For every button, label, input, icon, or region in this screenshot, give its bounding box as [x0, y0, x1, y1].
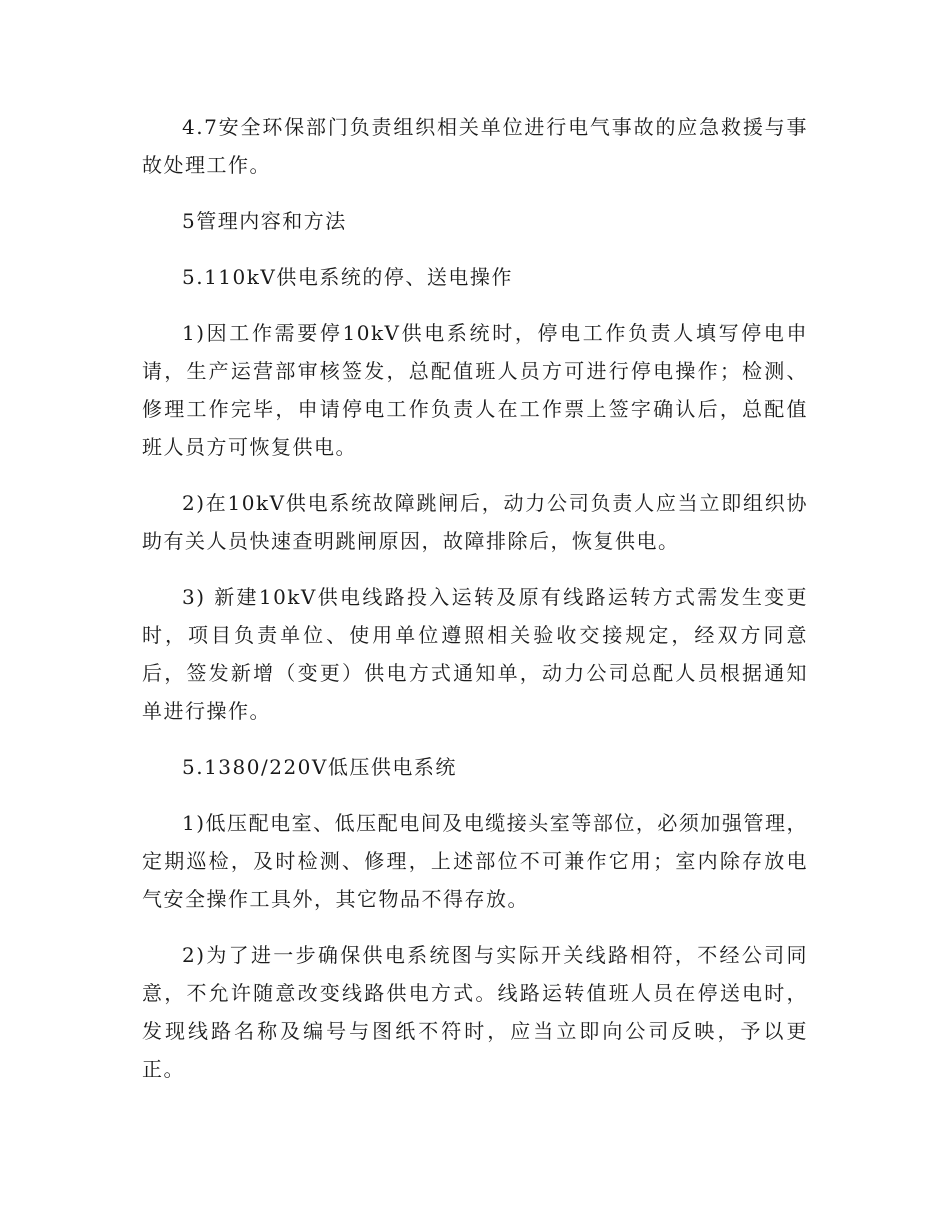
paragraph-5-13-item-1: 1)低压配电室、低压配电间及电缆接头室等部位，必须加强管理，定期巡检，及时检测、修理，上述部位不可兼作它用；室内除存放电气安全操作工具外，其它物品不得存放。: [142, 811, 808, 911]
paragraph-5-1-item-1: 1)因工作需要停10kV供电系统时，停电工作负责人填写停电申请，生产运营部审核签发，总配值班人员方可进行停电操作；检测、修理工作完毕，申请停电工作负责人在工作票上签字确认后，总配值班人员方可恢复供电。: [142, 321, 808, 459]
paragraph-4-7-emergency-rescue: 4.7安全环保部门负责组织相关单位进行电气事故的应急救援与事故处理工作。: [142, 115, 808, 177]
subsection-heading-5-13: 5.1380/220V低压供电系统: [182, 755, 457, 779]
section-heading-5: 5管理内容和方法: [182, 209, 347, 233]
document-body: [142, 108, 808, 1106]
subsection-heading-5-1: 5.110kV供电系统的停、送电操作: [182, 265, 513, 289]
paragraph-5-13-item-2: 2)为了进一步确保供电系统图与实际开关线路相符，不经公司同意，不允许随意改变线路供电方式。线路运转值班人员在停送电时，发现线路名称及编号与图纸不符时，应当立即向公司反映，予以更正。: [142, 943, 808, 1081]
paragraph-5-1-item-3: 3) 新建10kV供电线路投入运转及原有线路运转方式需发生变更时，项目负责单位、使用单位遵照相关验收交接规定，经双方同意后，签发新增（变更）供电方式通知单，动力公司总配人员根据通知单进行操作。: [142, 585, 808, 723]
paragraph-5-1-item-2: 2)在10kV供电系统故障跳闸后，动力公司负责人应当立即组织协助有关人员快速查明跳闸原因，故障排除后，恢复供电。: [142, 491, 808, 553]
